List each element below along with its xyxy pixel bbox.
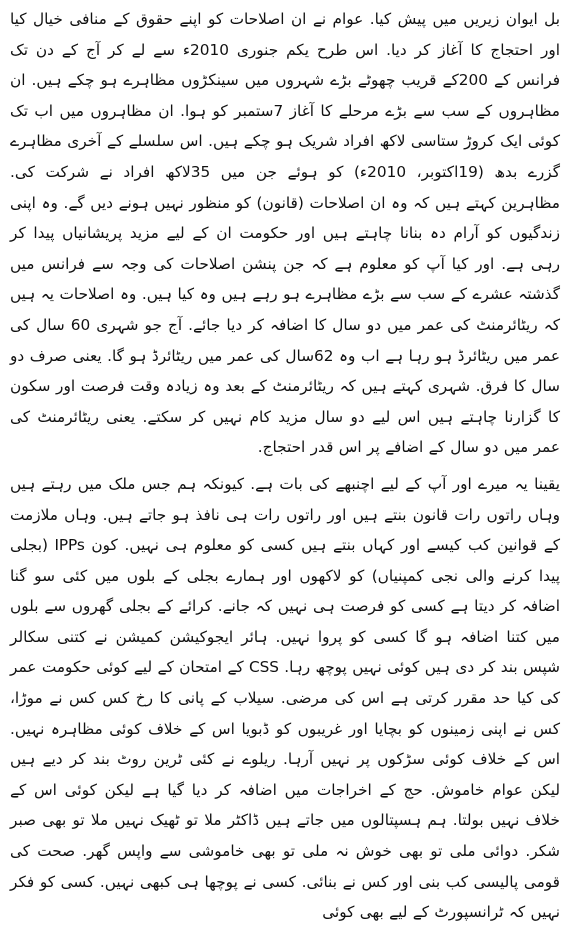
paragraph: بل ایوان زیریں میں پیش کیا. عوام نے ان اصلاحات کو اپنے حقوق کے منافی خیال کیا اور احتجاج کا آغاز کر دیا. اس طرح یکم جنوری 2010ء سے لے کر آج کے دن تک فرانس کے 200کے قریب چھوٹے بڑے شہروں میں سینکڑوں مظاہرے ہو چکے ہیں. ان مظاہروں کے سب سے بڑے مرحلے کا آغاز 7ستمبر کو ہوا. ان مظاہروں میں اب تک کوئی ایک کروڑ ستاسی لاکھ افراد شریک ہو چکے ہیں. اس سلسلے کے آخری مظاہرے گزرے بدھ (19اکتوبر، 2010ء) کو ہوئے جن میں 35لاکھ افراد نے شرکت کی. مظاہرین کہتے ہیں کہ وہ ان اصلاحات (قانون) کو منظور نہیں ہونے دیں گے. وہ اپنی زندگیوں کو آرام دہ بنانا چاہتے ہیں اور حکومت ان کے لیے مزید پریشانیاں پیدا کر رہی ہے. اور کیا آپ کو معلوم ہے کہ جن پنشن اصلاحات کی وجہ سے فرانس میں گذشتہ عشرے کے سب سے بڑے مظاہرے ہو رہے ہیں وہ کیا ہیں. وہ اصلاحات یہ ہیں کہ ریٹائرمنٹ کی عمر میں دو سال کا اضافہ کر دیا جائے. آج جو شہری 60 سال کی عمر میں ریٹائرڈ ہو رہا ہے اب وہ 62سال کی عمر میں ریٹائرڈ ہو گا. یعنی صرف دو سال کا فرق. شہری کہتے ہیں کہ ریٹائرمنٹ کے بعد وہ زیادہ وقت فرصت اور سکون کا گزارنا چاہتے ہیں اس لیے دو سال مزید کام نہیں کر سکتے. یعنی ریٹائرمنٹ کی عمر میں دو سال کے اضافے پر اس قدر احتجاج. xyxy=(10,10,561,457)
paragraph: یقینا یہ میرے اور آپ کے لیے اچنبھے کی بات ہے. کیونکہ ہم جس ملک میں رہتے ہیں وہاں راتوں رات قانون بنتے ہیں اور راتوں رات ہی نافذ ہو جاتے ہیں. وہاں ملازمت کے قوانین کب کیسے اور کہاں بنتے ہیں کسی کو معلوم ہی نہیں. کون IPPs (بجلی پیدا کرنے والی نجی کمپنیاں) کو لاکھوں اور ہمارے بجلی کے بلوں میں کئی سو گنا اضافہ کر دیتا ہے کسی کو فرصت ہی نہیں کہ جانے. کرائے کے بجلی گھروں سے بلوں میں کتنا اضافہ ہو گا کسی کو پروا نہیں. ہائر ایجوکیشن کمیشن نے کتنی سکالر شپس بند کر دی ہیں کوئی نہیں پوچھ رہا. CSS کے امتحان کے لیے کوئی حکومت عمر کی کیا حد مقرر کرتی ہے اس کی مرضی. سیلاب کے پانی کا رخ کس کس نے موڑا، کس نے اپنی زمینوں کو بچایا اور غریبوں کو ڈبویا اس کے خلاف کوئی مظاہرہ نہیں. اس کے خلاف کوئی سڑکوں پر نہیں آرہا. ریلوے نے کئی ٹرین روٹ بند کر دیے ہیں لیکن عوام خاموش. حج کے اخراجات میں اضافہ کر دیا گیا ہے لیکن کوئی اس کے خلاف نہیں بولتا. ہم ہسپتالوں میں جاتے ہیں ڈاکٹر ملا تو ٹھیک نہیں ملا تو بھی صبر شکر. دوائی ملی تو بھی خوش نہ ملی تو بھی خاموشی سے واپس گھر. صحت کی قومی پالیسی کب بنی اور کس نے بنائی. کسی نے پوچھا ہی کبھی نہیں. کسی کو فکر نہیں کہ ٹرانسپورٹ کے لیے بھی کوئی xyxy=(10,474,560,922)
